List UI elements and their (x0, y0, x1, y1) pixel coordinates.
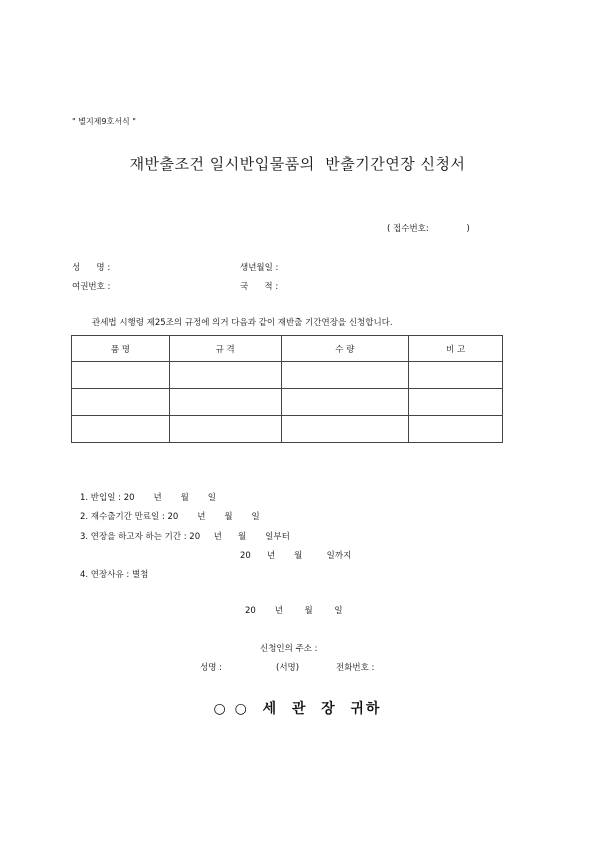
table-cell (169, 362, 281, 389)
table-cell (169, 416, 281, 443)
table-header-row (72, 336, 503, 362)
table-cell (281, 416, 409, 443)
document-title: 재반출조건 일시반입물품의 반출기간연장 신청서 (129, 155, 466, 173)
table-row (72, 389, 503, 416)
column-header-remarks: 비 고 (409, 336, 503, 362)
intro-statement: 관세법 시행령 제25조의 규정에 의거 다음과 같이 재반출 기간연장을 신청합니다. (92, 318, 393, 328)
expiry-date-line: 2. 재수출기간 만료일 : 20 년 월 일 (80, 512, 260, 522)
table-cell (409, 389, 503, 416)
items-table (71, 335, 503, 443)
extension-reason-line: 4. 연장사유 : 별첨 (80, 570, 149, 580)
table-cell (72, 362, 170, 389)
table-cell (72, 416, 170, 443)
table-cell (169, 389, 281, 416)
table-cell (409, 416, 503, 443)
table-cell (281, 362, 409, 389)
application-date: 20 년 월 일 (245, 606, 343, 616)
column-header-item-name: 품 명 (72, 336, 170, 362)
column-header-quantity: 수 량 (281, 336, 409, 362)
receipt-number: ( 접수번호: ) (387, 224, 470, 234)
signature-seal-label: (서명) (276, 663, 300, 673)
table-cell (72, 389, 170, 416)
table-cell (409, 362, 503, 389)
import-date-line: 1. 반입일 : 20 년 월 일 (80, 493, 216, 503)
table-row (72, 362, 503, 389)
passport-number-label: 여권번호 : (72, 282, 111, 292)
extension-period-end: 20 년 월 일까지 (240, 551, 352, 561)
extension-period-start: 3. 연장을 하고자 하는 기간 : 20 년 월 일부터 (80, 532, 290, 542)
applicant-address-label: 신청인의 주소 : (260, 644, 318, 654)
phone-number-label: 전화번호 : (336, 663, 375, 673)
name-label: 성 명 : (72, 263, 111, 273)
table-row (72, 416, 503, 443)
signer-name-label: 성명 : (200, 663, 222, 673)
column-header-specification: 규 격 (169, 336, 281, 362)
form-number: " 별지제9호서식 " (72, 117, 136, 126)
recipient-line: ○ ○ 세 관 장 귀하 (213, 701, 382, 717)
nationality-label: 국 적 : (240, 282, 279, 292)
table-cell (281, 389, 409, 416)
birth-date-label: 생년월일 : (240, 263, 279, 273)
